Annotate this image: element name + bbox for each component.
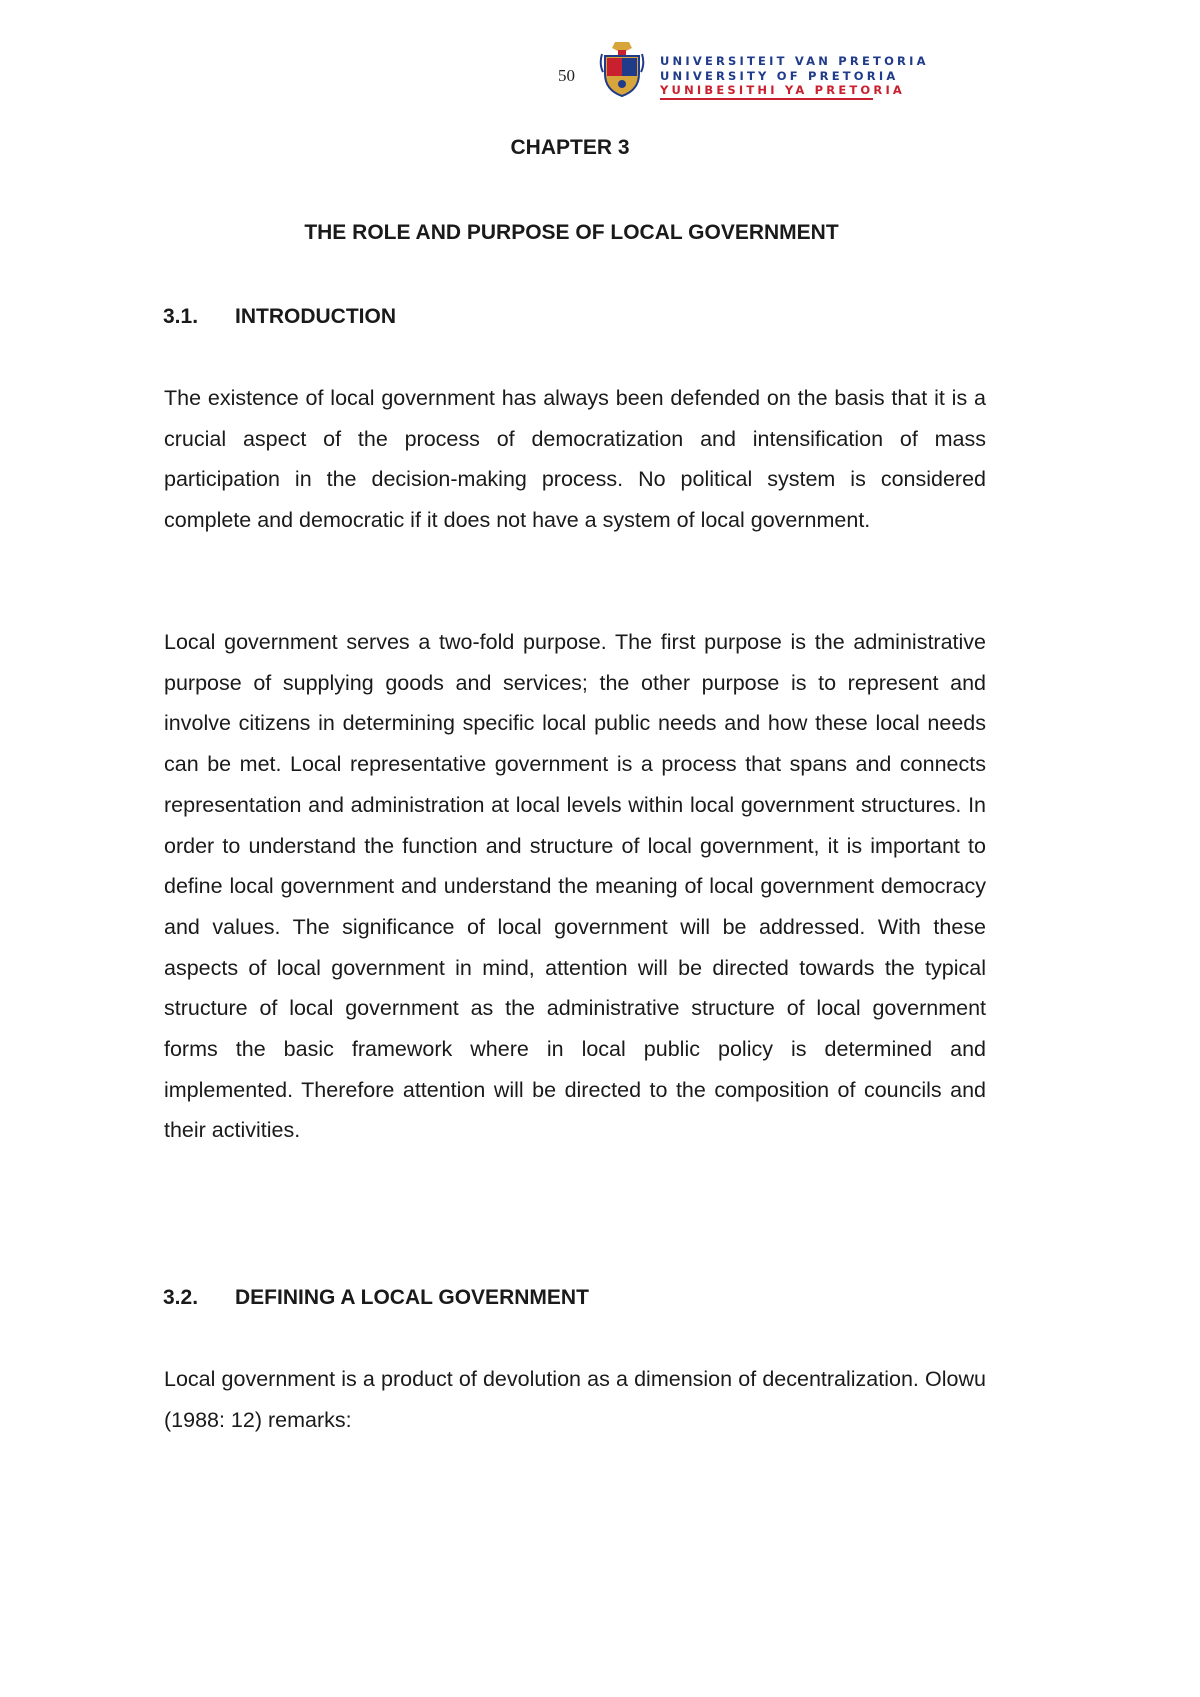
section-number: 3.2. (163, 1286, 199, 1309)
section-title: INTRODUCTION (235, 305, 396, 328)
section-heading-3-2 (163, 1286, 589, 1310)
university-name-afrikaans: UNIVERSITEIT VAN PRETORIA (660, 54, 929, 68)
university-name-block (660, 54, 929, 98)
university-name-english: UNIVERSITY OF PRETORIA (660, 68, 899, 83)
chapter-title: THE ROLE AND PURPOSE OF LOCAL GOVERNMENT (304, 221, 839, 244)
paragraph: The existence of local government has always been defended on the basis that it is a crucial aspect of the process of democratization and intensification of mass participation in the decision-making process. No political system is considered complete and democratic if it does not have a system of local government. (164, 386, 986, 533)
paragraph: Local government is a product of devolution as a dimension of decentralization. Olowu (1988: 12) remarks: (164, 1367, 986, 1432)
paragraph: Local government serves a two-fold purpose. The first purpose is the administrative purpose of supplying goods and services; the other purpose is to represent and involve citizens in determining specific local public needs and how these local needs can be met. Local representative government is a process that spans and connects representation and administration at local levels within local government structures. In order to understand the function and structure of local government, it is important to define local government and understand the meaning of local government democracy and values. The significance of local government will be addressed. With these aspects of local government in mind, attention will be directed towards the typical structure of local government as the administrative structure of local government forms the basic framework where in local public policy is determined and implemented. Therefore attention will be directed to the composition of councils and their activities. (164, 630, 986, 1143)
university-crest-logo (599, 40, 645, 98)
section-title: DEFINING A LOCAL GOVERNMENT (235, 1286, 589, 1309)
section-heading-3-1 (163, 305, 396, 329)
chapter-label: CHAPTER 3 (510, 136, 630, 159)
section-number: 3.1. (163, 305, 199, 328)
university-name-sepedi: YUNIBESITHI YA PRETORIA (660, 83, 906, 97)
page-number: 50 (558, 66, 575, 85)
header-divider (660, 98, 873, 100)
